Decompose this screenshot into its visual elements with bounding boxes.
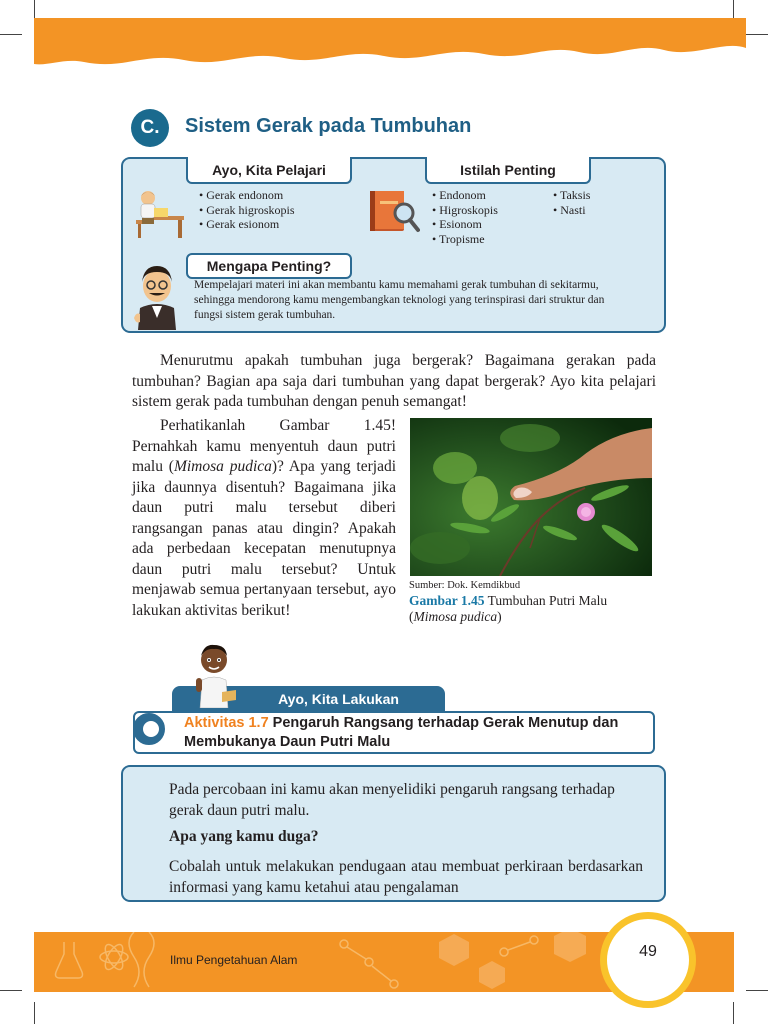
- footer-book-title: Ilmu Pengetahuan Alam: [170, 953, 298, 967]
- section-badge: C.: [131, 109, 169, 147]
- figure-caption-italic: Mimosa pudica: [413, 609, 498, 624]
- learn-list: [199, 188, 295, 232]
- term-item: • Nasti: [553, 203, 590, 218]
- activity-bullet-dot: [143, 721, 159, 737]
- term-item: • Taksis: [553, 188, 590, 203]
- student-icon: [190, 642, 240, 708]
- crop-mark: [0, 34, 22, 35]
- crop-mark: [746, 990, 768, 991]
- activity-intro-text: Pada percobaan ini kamu akan menyelidiki pengaruh rangsang terhadap gerak daun putri malu.: [169, 781, 615, 819]
- figure-paragraph-text-b: )? Apa yang terjadi jika daunnya disentuh? Bagaimana jika daun putri malu tersebut diberi rangsangan panas atau dingin? Apakah ada perbedaan kecepatan menutupnya daun putri malu tersebut? Untuk menjawab semua pertanyaan tersebut, ayo lakukan aktivitas berikut!: [132, 458, 397, 619]
- activity-title-text: Pengaruh Rangsang terhadap Gerak Menutup dan Membukanya Daun Putri Malu: [184, 715, 619, 750]
- why-tab: Mengapa Penting?: [186, 253, 352, 279]
- learn-item: • Gerak higroskopis: [199, 203, 295, 218]
- figure-paragraph-italic: Mimosa pudica: [173, 458, 272, 475]
- hypothesis-heading: Apa yang kamu duga?: [169, 828, 319, 845]
- activity-banner: Ayo, Kita Lakukan: [172, 686, 445, 711]
- crop-mark: [0, 990, 22, 991]
- figure-paragraph-text-a: Perhatikanlah Gambar 1.45! Pernahkah kamu menyentuh daun putri malu (: [132, 417, 396, 475]
- figure-source: Sumber: Dok. Kemdikbud: [409, 580, 521, 591]
- section-title: Sistem Gerak pada Tumbuhan: [185, 115, 472, 137]
- activity-number: Aktivitas 1.7: [184, 715, 269, 731]
- crop-mark: [746, 34, 768, 35]
- activity-title: [184, 714, 644, 752]
- term-item: • Higroskopis: [432, 203, 498, 218]
- figure-caption: Gambar 1.45 Tumbuhan Putri Malu (Mimosa pudica): [409, 593, 608, 624]
- mimosa-photo: [410, 418, 652, 576]
- figure-paragraph: [132, 416, 396, 621]
- learn-tab: Ayo, Kita Pelajari: [186, 157, 352, 184]
- teacher-icon: [132, 262, 182, 330]
- book-magnifier-icon: [366, 187, 420, 235]
- term-item: • Endonom: [432, 188, 498, 203]
- hypothesis-text: Cobalah untuk melakukan pendugaan atau membuat perkiraan berdasarkan informasi yang kamu ketahui atau pengalaman: [169, 858, 643, 896]
- learn-item: • Gerak endonom: [199, 188, 295, 203]
- why-text: Mempelajari materi ini akan membantu kamu memahami gerak tumbuhan di sekitarmu, sehingga mendorong kamu mengembangkan teknologi yang terinspirasi dari struktur dan fungsi sistem gerak tumbuhan.: [194, 279, 605, 321]
- terms-list-2: [553, 188, 590, 217]
- term-item: • Tropisme: [432, 232, 498, 247]
- terms-list-1: [432, 188, 498, 246]
- intro-text: Menurutmu apakah tumbuhan juga bergerak? Bagaimana gerakan pada tumbuhan? Bagian apa saja dari tumbuhan yang dapat bergerak? Ayo kita pelajari sistem gerak pada tumbuhan dengan penuh semangat!: [132, 352, 656, 410]
- figure-label: Gambar 1.45: [409, 593, 485, 608]
- crop-mark: [733, 1002, 734, 1024]
- student-reading-icon: [132, 188, 186, 240]
- term-item: • Esionom: [432, 217, 498, 232]
- terms-tab: Istilah Penting: [425, 157, 591, 184]
- intro-paragraph: [132, 351, 656, 413]
- crop-mark: [34, 1002, 35, 1024]
- top-banner: [34, 18, 746, 70]
- figure-caption-text: Tumbuhan Putri Malu: [484, 593, 608, 608]
- learn-item: • Gerak esionom: [199, 217, 295, 232]
- page-number: 49: [639, 943, 657, 960]
